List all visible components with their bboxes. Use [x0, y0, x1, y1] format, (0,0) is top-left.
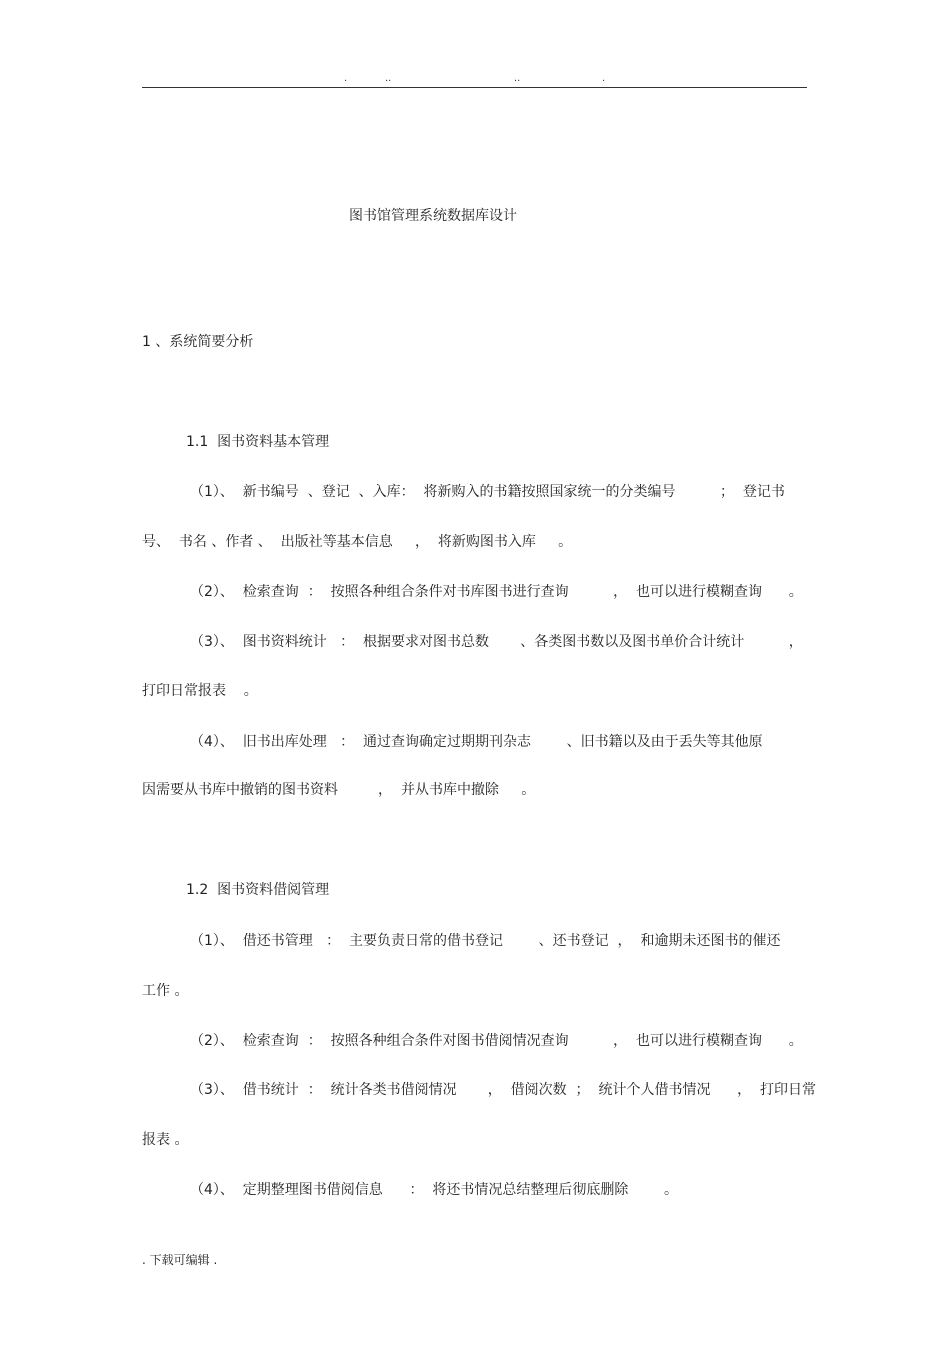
- paragraph-line: （1）、 借还书管理 ： 主要负责日常的借书登记 、还书登记 ， 和逾期未还图书的催还: [190, 933, 781, 949]
- subsection-heading: 1.1 图书资料基本管理: [186, 434, 330, 450]
- paragraph-line: （2）、 检索查询 ： 按照各种组合条件对图书借阅情况查询 ， 也可以进行模糊查询 。: [190, 1033, 803, 1049]
- paragraph-line: （3）、 图书资料统计 ： 根据要求对图书总数 、各类图书数以及图书单价合计统计 ，: [190, 634, 803, 650]
- paragraph-line: 打印日常报表 。: [142, 683, 258, 699]
- subsection-heading: 1.2 图书资料借阅管理: [186, 882, 330, 898]
- header-rule: [142, 87, 807, 88]
- paragraph-line: 号、 书名 、作者 、 出版社等基本信息 ， 将新购图书入库 。: [142, 534, 573, 550]
- page-footer: . 下载可编辑 .: [142, 1253, 218, 1267]
- paragraph-line: （1）、 新书编号 、登记 、入库： 将新购入的书籍按照国家统一的分类编号 ； 登记书: [190, 484, 785, 500]
- header-dot: .: [344, 73, 348, 84]
- paragraph-line: （2）、 检索查询 ： 按照各种组合条件对书库图书进行查询 ， 也可以进行模糊查询 。: [190, 584, 803, 600]
- paragraph-line: （3）、 借书统计 ： 统计各类书借阅情况 ， 借阅次数 ； 统计个人借书情况 ， 打印日常: [190, 1082, 817, 1098]
- paragraph-line: （4）、 定期整理图书借阅信息 ： 将还书情况总结整理后彻底删除 。: [190, 1182, 679, 1198]
- header-dot: ..: [514, 73, 521, 84]
- header-dots: [0, 72, 950, 86]
- paragraph-line: （4）、 旧书出库处理 ： 通过查询确定过期期刊杂志 、旧书籍以及由于丢失等其他原: [190, 734, 763, 750]
- header-dot: .: [602, 73, 606, 84]
- paragraph-line: 因需要从书库中撤销的图书资料 ， 并从书库中撤除 。: [142, 782, 536, 798]
- header-dot: ..: [385, 73, 392, 84]
- paragraph-line: 工作 。: [142, 983, 189, 999]
- paragraph-line: 报表 。: [142, 1132, 189, 1148]
- document-title: 图书馆管理系统数据库设计: [349, 208, 517, 224]
- section-heading: 1 、系统简要分析: [142, 334, 254, 350]
